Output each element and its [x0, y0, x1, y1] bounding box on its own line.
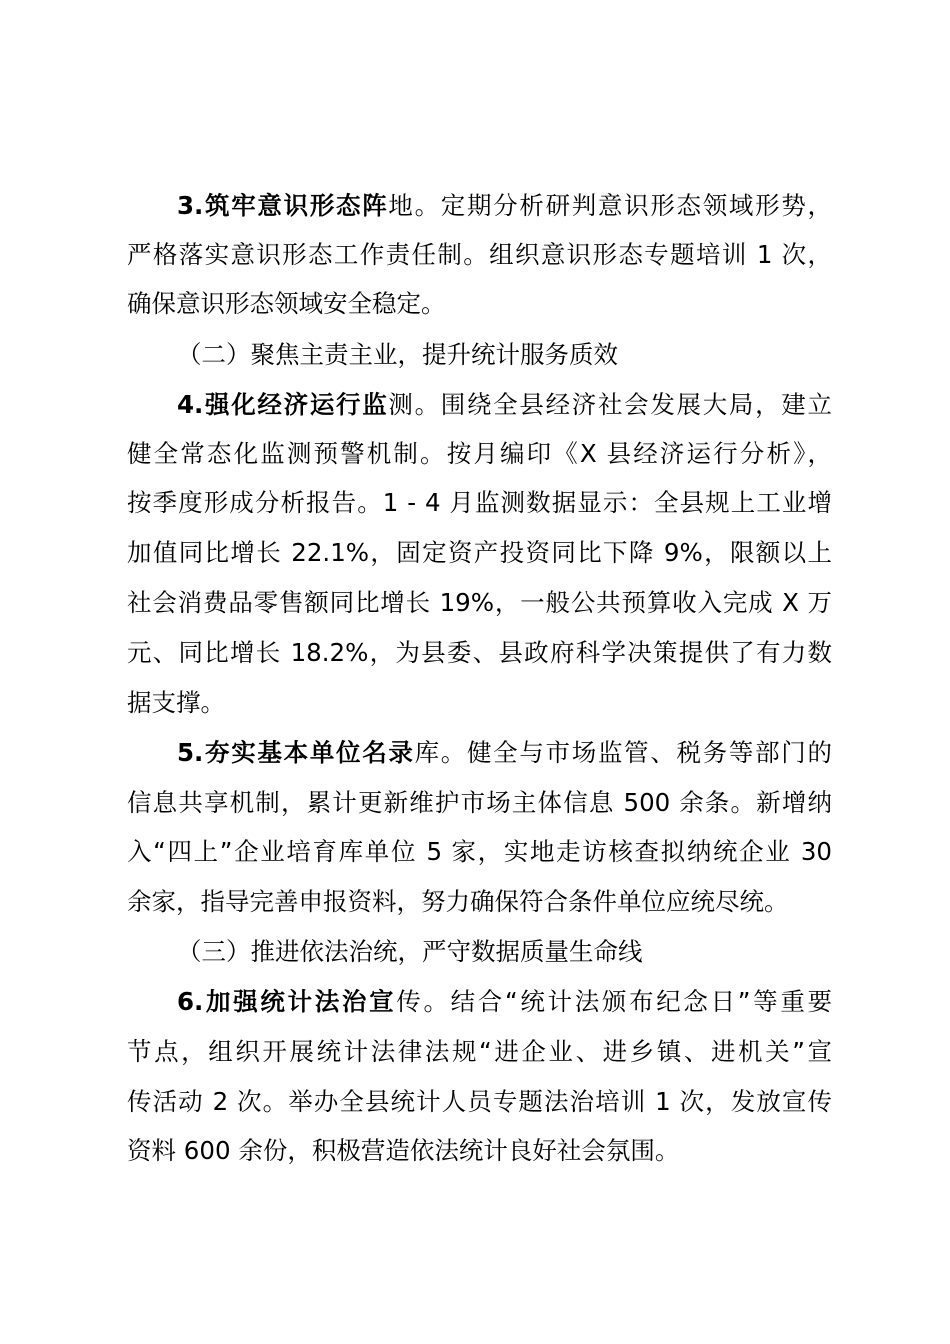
- paragraph-6-line-1: [177, 982, 832, 1022]
- paragraph-4-line-6: 元、同比增长 18.2%，为县委、县政府科学决策提供了有力数: [127, 638, 832, 667]
- paragraph-4-line-1: [177, 385, 832, 425]
- paragraph-4-line-4: 加值同比增长 22.1%，固定资产投资同比下降 9%，限额以上: [127, 538, 832, 567]
- item-3-heading: 3.筑牢意识形态阵: [177, 191, 389, 220]
- paragraph-4-line-3: 按季度形成分析报告。1 - 4 月监测数据显示：全县规上工业增: [127, 488, 832, 517]
- item-6-heading: 6.加强统计法治宣: [177, 987, 397, 1016]
- paragraph-4-line-5: 社会消费品零售额同比增长 19%，一般公共预算收入完成 X 万: [127, 588, 832, 617]
- item-4-heading: 4.强化经济运行监: [177, 390, 389, 419]
- section-heading-2: （二）聚焦主责主业，提升统计服务质效: [177, 340, 618, 369]
- paragraph-5-line-4: 余家，指导完善申报资料，努力确保符合条件单位应统尽统。: [127, 887, 789, 916]
- item-3-text: 地。定期分析研判意识形态领域形势，: [388, 191, 832, 220]
- paragraph-3-line-1: [177, 186, 832, 226]
- paragraph-4-line-2: 健全常态化监测预警机制。按月编印《X 县经济运行分析》，: [127, 439, 832, 468]
- item-5-heading: 5.夯实基本单位名录: [177, 738, 415, 767]
- item-6-text: 传。结合“统计法颁布纪念日”等重要: [396, 987, 832, 1016]
- paragraph-3-line-3: 确保意识形态领域安全稳定。: [127, 289, 446, 318]
- item-4-text: 测。围绕全县经济社会发展大局，建立: [388, 390, 832, 419]
- paragraph-6-line-2: 节点，组织开展统计法律法规“进企业、进乡镇、进机关”宣: [127, 1037, 832, 1066]
- paragraph-3-line-2: 严格落实意识形态工作责任制。组织意识形态专题培训 1 次，: [127, 240, 832, 269]
- paragraph-5-line-2: 信息共享机制，累计更新维护市场主体信息 500 余条。新增纳: [127, 788, 832, 817]
- section-heading-3: （三）推进依法治统，严守数据质量生命线: [177, 937, 643, 966]
- paragraph-5-line-1: [177, 733, 832, 773]
- item-5-text: 库。健全与市场监管、税务等部门的: [414, 738, 832, 767]
- paragraph-4-line-7: 据支撑。: [127, 688, 225, 717]
- paragraph-6-line-3: 传活动 2 次。举办全县统计人员专题法治培训 1 次，发放宣传: [127, 1087, 832, 1116]
- paragraph-5-line-3: 入“四上”企业培育库单位 5 家，实地走访核查拟纳统企业 30: [127, 837, 832, 866]
- paragraph-6-line-4: 资料 600 余份，积极营造依法统计良好社会氛围。: [127, 1136, 680, 1165]
